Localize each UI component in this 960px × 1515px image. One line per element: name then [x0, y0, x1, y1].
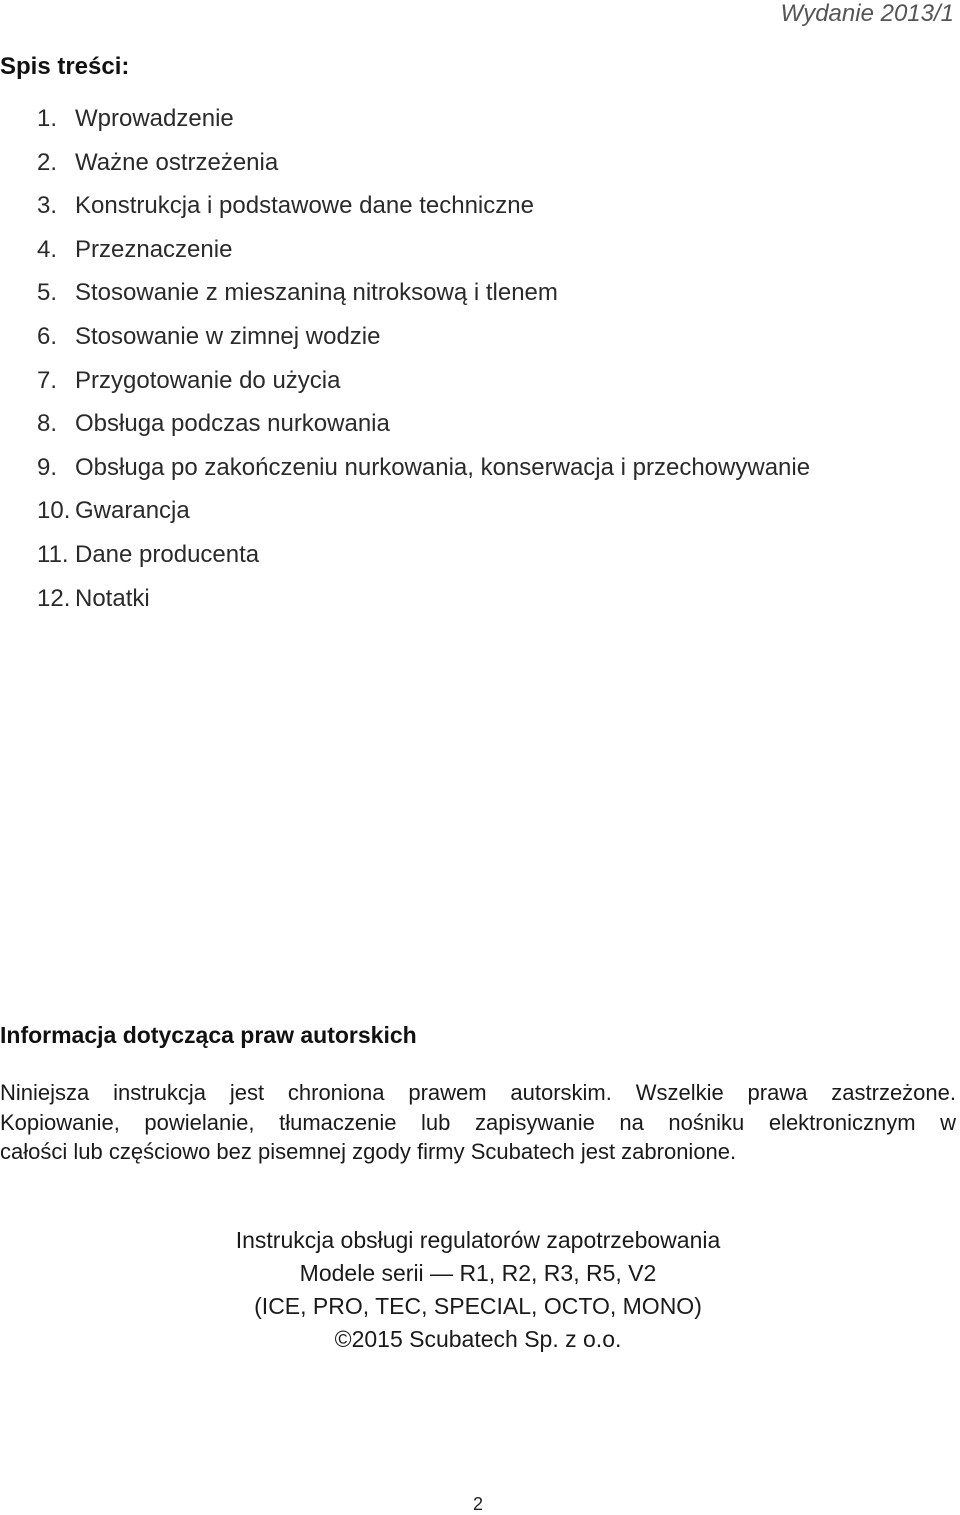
toc-item: [0, 148, 810, 192]
copyright-notice: ©2015 Scubatech Sp. z o.o.: [334, 1326, 622, 1352]
toc-item: [0, 540, 810, 584]
toc-item-label: Dane producenta: [75, 540, 260, 568]
manual-title: Instrukcja obsługi regulatorów zapotrzebowania: [235, 1227, 721, 1253]
toc-item-label: Stosowanie w zimnej wodzie: [75, 322, 381, 350]
toc-item-label: Obsługa podczas nurkowania: [75, 410, 390, 438]
copyright-text: [0, 1078, 956, 1167]
copyright-line: Niniejsza instrukcja jest chroniona prawem autorskim. Wszelkie prawa zastrzeżone.: [0, 1080, 956, 1105]
copyright-heading: Informacja dotycząca praw autorskich: [0, 1022, 417, 1048]
table-of-contents: [0, 104, 810, 627]
page-number: 2: [472, 1494, 483, 1514]
toc-item-number: 10.: [37, 497, 71, 525]
toc-item-label: Stosowanie z mieszaniną nitroksową i tlenem: [75, 279, 558, 307]
toc-item: [0, 191, 810, 235]
toc-item-label: Obsługa po zakończeniu nurkowania, konserwacja i przechowywanie: [75, 453, 811, 481]
toc-item-number: 1.: [37, 105, 58, 132]
copyright-line: całości lub częściowo bez pisemnej zgody firmy Scubatech jest zabronione.: [0, 1139, 737, 1164]
toc-item-number: 8.: [37, 410, 58, 438]
toc-item-label: Przygotowanie do użycia: [75, 366, 341, 394]
toc-item: [0, 235, 810, 279]
edition-label: Wydanie 2013/1: [780, 0, 954, 27]
model-variants: (ICE, PRO, TEC, SPECIAL, OCTO, MONO): [254, 1293, 702, 1319]
toc-item-number: 9.: [37, 453, 58, 481]
toc-item: [0, 496, 810, 540]
toc-item: [0, 584, 810, 628]
toc-item-label: Wprowadzenie: [75, 105, 234, 132]
toc-item-label: Gwarancja: [75, 497, 190, 525]
toc-item: [0, 409, 810, 453]
toc-item: [0, 278, 810, 322]
toc-item-label: Konstrukcja i podstawowe dane techniczne: [75, 192, 534, 220]
manual-info: [0, 1224, 956, 1356]
toc-item-label: Notatki: [75, 584, 150, 612]
toc-item: [0, 104, 810, 148]
toc-item-number: 12.: [37, 584, 71, 612]
toc-item-number: 4.: [37, 235, 58, 263]
model-series: Modele serii — R1, R2, R3, R5, V2: [299, 1260, 657, 1286]
toc-item-number: 5.: [37, 279, 58, 307]
toc-item-number: 7.: [37, 366, 58, 394]
toc-item-number: 6.: [37, 322, 58, 350]
copyright-line: Kopiowanie, powielanie, tłumaczenie lub zapisywanie na nośniku elektronicznym w: [0, 1109, 956, 1135]
toc-item: [0, 366, 810, 410]
toc-item-number: 2.: [37, 148, 58, 176]
toc-item-number: 11.: [37, 540, 69, 568]
toc-item: [0, 453, 810, 497]
toc-item-number: 3.: [37, 192, 58, 220]
toc-item: [0, 322, 810, 366]
toc-item-label: Ważne ostrzeżenia: [75, 148, 279, 176]
toc-title: Spis treści:: [0, 53, 130, 80]
toc-item-label: Przeznaczenie: [75, 235, 233, 263]
